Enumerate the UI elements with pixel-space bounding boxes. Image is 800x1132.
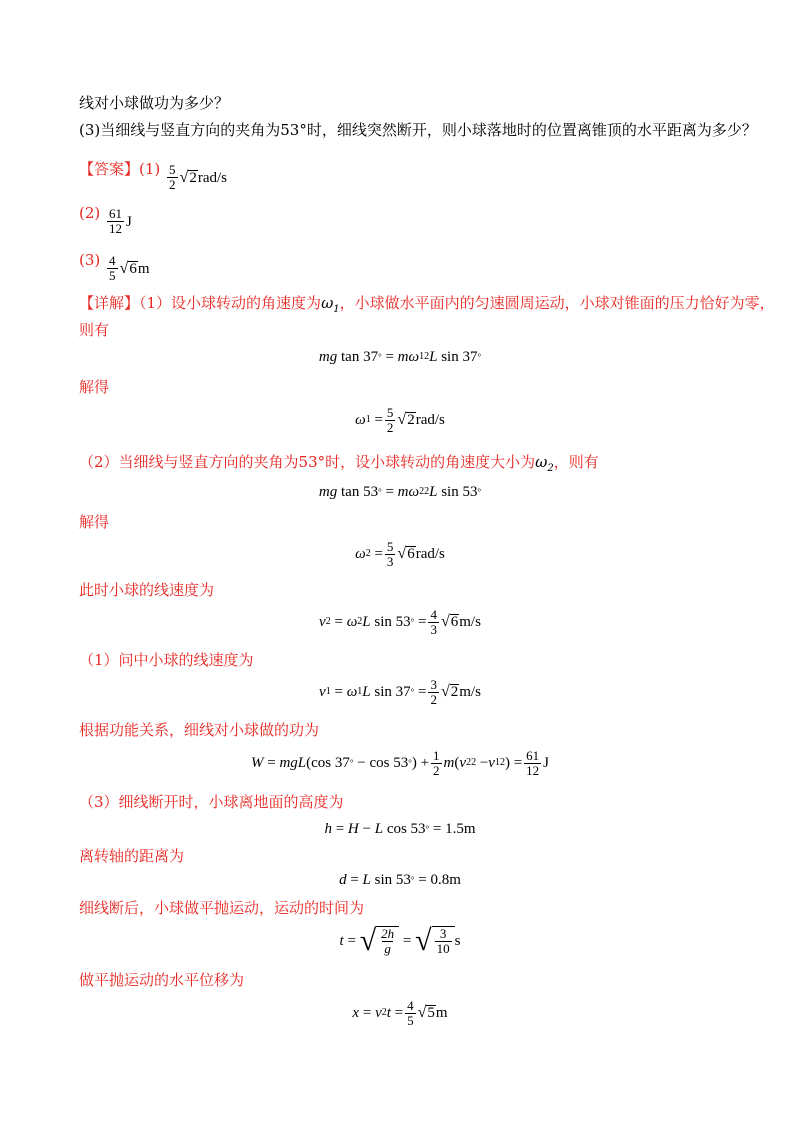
detail-solve-2: 解得 xyxy=(79,513,110,531)
answer-3-unit: m xyxy=(137,260,150,277)
answer-2 xyxy=(79,198,132,237)
answer-3: (3) $\frac{4}{5}$ √ 6 m xyxy=(79,251,150,283)
detail-solve-1: 解得 xyxy=(79,378,110,396)
answer-2-label: (2) xyxy=(79,204,101,222)
question-line-2: (3)当细线与竖直方向的夹角为53°时，细线突然断开，则小球落地时的位置离锥顶的水平距离为多少？ xyxy=(79,121,757,139)
answer-3-label: (3) xyxy=(79,251,101,269)
equation-time: t = √ $\frac{2h}{g}$ = √ $\frac{3}{10}$ s xyxy=(339,924,461,957)
equation-omega1: ω 1 = $\frac{5}{2}$ √ 2 rad/s xyxy=(355,404,445,435)
answer-1-num: 5 xyxy=(169,162,176,177)
detail-tag: 【详解】 xyxy=(79,294,140,312)
answer-3-den: 5 xyxy=(109,268,116,283)
equation-height: h = H − L cos 53 ° = 1.5m xyxy=(324,821,476,837)
equation-v1: v 1 = ω 1 L sin 37 ° = $\frac{3}{2}$ √ 2 m/s xyxy=(319,676,481,707)
equation-omega2: ω 2 = $\frac{5}{3}$ √ 6 rad/s xyxy=(355,538,445,569)
equation-work: W = mgL (cos 37 ° − cos 53 ° ) + $\frac{1}{2}$ m ( v 2 2 − v 1 2 ) = $\frac{61}{12}$ J xyxy=(250,747,550,778)
detail-time-text: 细线断后，小球做平抛运动，运动的时间为 xyxy=(79,899,365,917)
answer-1-rad: 2 xyxy=(189,169,197,186)
detail-displacement-text: 做平抛运动的水平位移为 xyxy=(79,971,245,989)
detail-paragraph-1: 【详解】（1）设小球转动的角速度为$\omega_1$，小球做水平面内的匀速圆周运动，小球对锥面的压力恰好为零， xyxy=(79,294,775,315)
detail-work-text: 根据功能关系，细线对小球做的功为 xyxy=(79,721,320,739)
answer-3-num: 4 xyxy=(109,253,116,268)
answer-1: 【答案】(1) $\frac{5}{2}$ √ 2 rad/s xyxy=(79,160,227,192)
detail-then: 则有 xyxy=(79,321,110,339)
answer-3-rad: 6 xyxy=(129,260,137,277)
answer-2-den: 12 xyxy=(109,221,123,236)
detail-v1-text: （1）问中小球的线速度为 xyxy=(79,651,254,669)
answer-tag: 【答案】 xyxy=(79,160,140,178)
answer-2-unit: J xyxy=(126,213,132,230)
answer-1-label: (1) xyxy=(139,160,161,178)
answer-1-den: 2 xyxy=(169,177,176,192)
equation-displacement: x = v 2 t = $\frac{4}{5}$ √ 5 m xyxy=(352,997,448,1028)
detail-paragraph-2: （2）当细线与竖直方向的夹角为53°时，设小球转动的角速度大小为$\omega_2$，则有 xyxy=(79,453,599,474)
equation-distance: d = L sin 53 ° = 0.8m xyxy=(339,872,461,888)
question-line-1: 线对小球做功为多少？ xyxy=(79,94,230,112)
detail-v2-text: 此时小球的线速度为 xyxy=(79,581,215,599)
equation-2: mg tan 53 ° = mω 2 2 L sin 53 ° xyxy=(318,484,482,500)
equation-v2: v 2 = ω 2 L sin 53 ° = $\frac{4}{3}$ √ 6 m/s xyxy=(319,606,481,637)
detail-paragraph-3: （3）细线断开时，小球离地面的高度为 xyxy=(79,793,344,811)
equation-1: mg tan 37 ° = mω 1 2 L sin 37 ° xyxy=(318,349,482,365)
answer-1-unit: rad/s xyxy=(197,169,227,186)
detail-distance-text: 离转轴的距离为 xyxy=(79,847,185,865)
answer-2-num: 61 xyxy=(109,206,123,221)
